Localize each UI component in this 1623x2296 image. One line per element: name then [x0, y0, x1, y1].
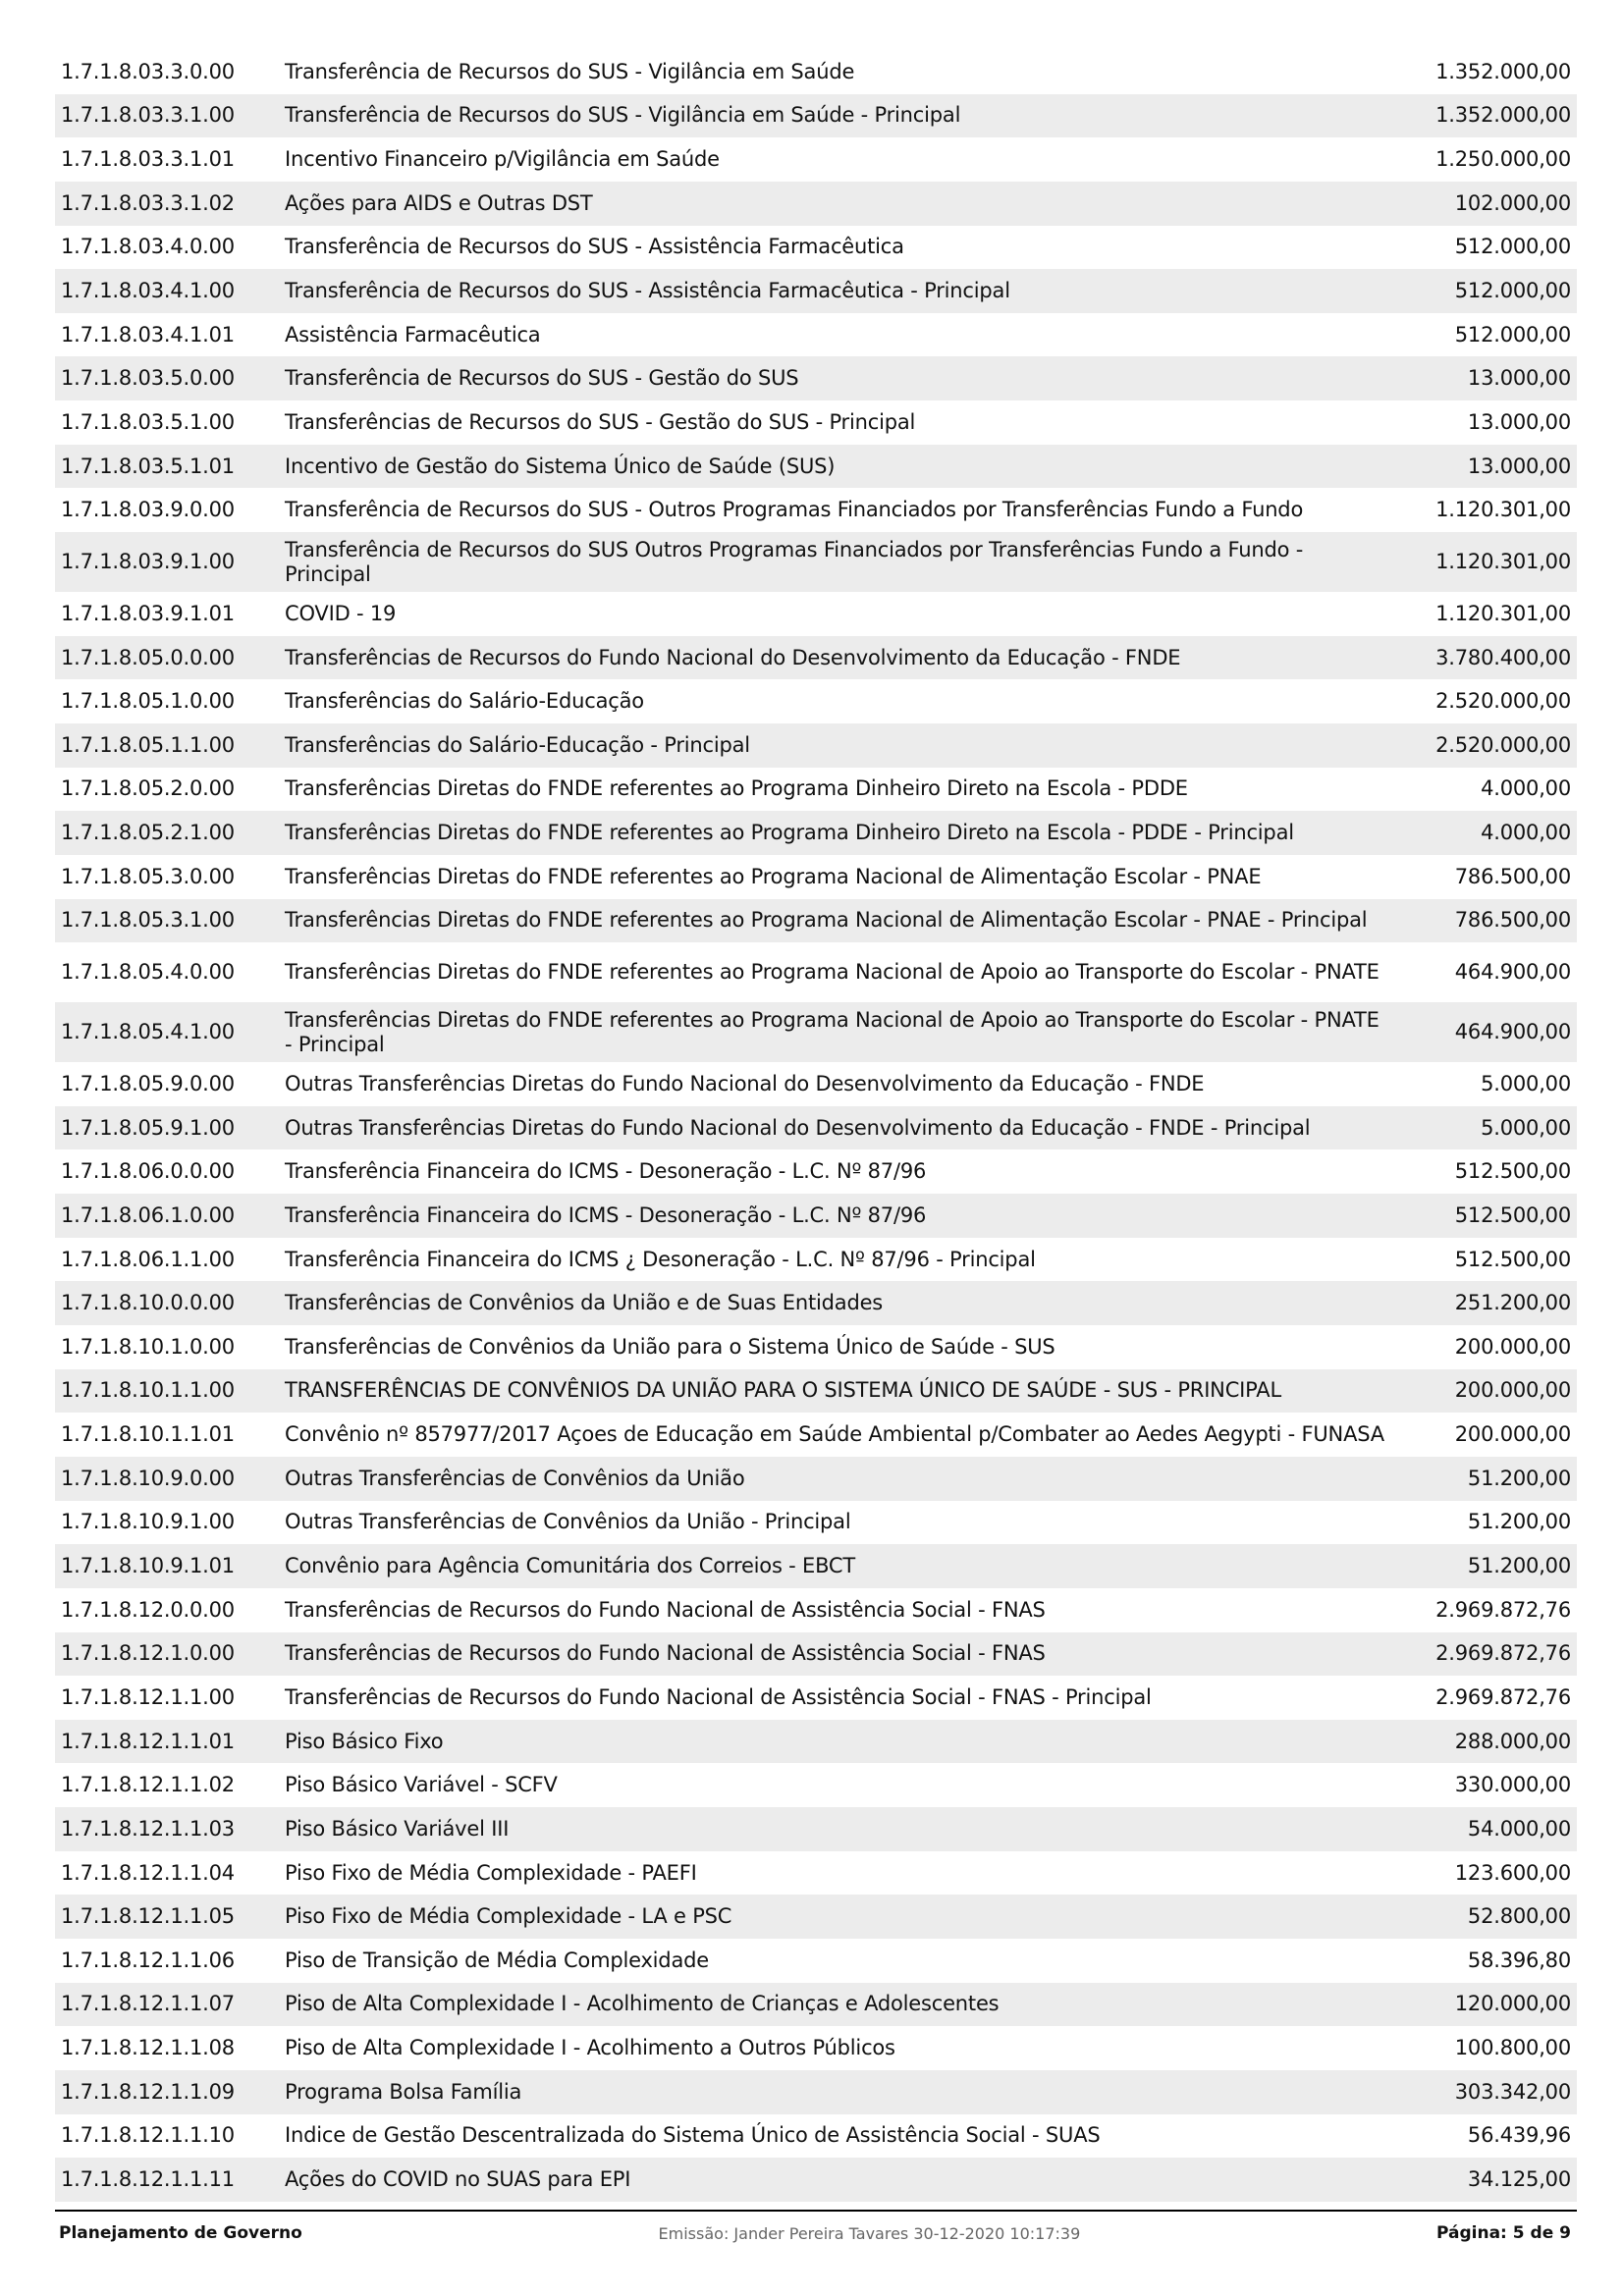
table-row — [55, 488, 1577, 532]
account-description: Outras Transferências de Convênios da União — [285, 1466, 745, 1490]
table-row — [55, 2026, 1577, 2070]
account-value: 1.352.000,00 — [1435, 103, 1571, 128]
account-value: 1.250.000,00 — [1435, 147, 1571, 172]
account-description: Transferências de Recursos do Fundo Nacional de Assistência Social - FNAS — [285, 1597, 1046, 1622]
table-row — [55, 1149, 1577, 1194]
table-row — [55, 1544, 1577, 1588]
table-row — [55, 811, 1577, 855]
account-value: 2.969.872,76 — [1435, 1597, 1571, 1622]
account-value: 1.120.301,00 — [1435, 498, 1571, 522]
account-code: 1.7.1.8.06.0.0.00 — [61, 1159, 235, 1184]
account-description: Transferência Financeira do ICMS - Desoneração - L.C. Nº 87/96 — [285, 1159, 927, 1184]
table-row — [55, 1983, 1577, 2027]
account-code: 1.7.1.8.06.1.1.00 — [61, 1247, 235, 1271]
table-row — [55, 855, 1577, 899]
account-value: 56.439,96 — [1467, 2123, 1571, 2148]
table-row — [55, 1062, 1577, 1106]
account-code: 1.7.1.8.03.3.1.00 — [61, 103, 235, 128]
account-code: 1.7.1.8.10.9.1.01 — [61, 1554, 235, 1578]
table-row — [55, 1238, 1577, 1282]
account-description: Piso Fixo de Média Complexidade - PAEFI — [285, 1860, 697, 1885]
table-row — [55, 2158, 1577, 2202]
account-code: 1.7.1.8.03.4.1.00 — [61, 279, 235, 303]
account-description: Transferências de Recursos do SUS - Gestão do SUS - Principal — [285, 409, 916, 434]
account-code: 1.7.1.8.03.9.1.00 — [61, 550, 235, 574]
page-footer — [55, 2210, 1577, 2255]
account-description: Outras Transferências Diretas do Fundo Nacional do Desenvolvimento da Educação - FNDE — [285, 1071, 1205, 1095]
table-row — [55, 1002, 1577, 1062]
account-description: Transferências Diretas do FNDE referentes ao Programa Nacional de Alimentação Escolar - PNAE — [285, 864, 1262, 888]
account-value: 330.000,00 — [1454, 1773, 1571, 1797]
table-row — [55, 1851, 1577, 1896]
account-value: 251.200,00 — [1454, 1291, 1571, 1315]
table-row — [55, 2070, 1577, 2114]
account-code: 1.7.1.8.12.1.1.02 — [61, 1773, 235, 1797]
account-code: 1.7.1.8.03.5.1.00 — [61, 409, 235, 434]
account-description: Transferências do Salário-Educação — [285, 689, 644, 714]
account-value: 13.000,00 — [1467, 366, 1571, 391]
account-value: 1.120.301,00 — [1435, 550, 1571, 574]
account-code: 1.7.1.8.03.3.1.01 — [61, 147, 235, 172]
table-row — [55, 1939, 1577, 1983]
table-row — [55, 636, 1577, 680]
account-description: Indice de Gestão Descentralizada do Sistema Único de Assistência Social - SUAS — [285, 2123, 1101, 2148]
account-value: 1.120.301,00 — [1435, 601, 1571, 625]
account-code: 1.7.1.8.05.2.0.00 — [61, 776, 235, 801]
account-value: 102.000,00 — [1454, 190, 1571, 215]
account-description: COVID - 19 — [285, 601, 397, 625]
footer-department: Planejamento de Governo — [59, 2223, 302, 2243]
account-value: 51.200,00 — [1467, 1510, 1571, 1534]
account-code: 1.7.1.8.12.1.0.00 — [61, 1641, 235, 1666]
table-row — [55, 1632, 1577, 1677]
account-code: 1.7.1.8.12.0.0.00 — [61, 1597, 235, 1622]
account-code: 1.7.1.8.03.4.0.00 — [61, 235, 235, 259]
account-value: 464.900,00 — [1454, 1020, 1571, 1044]
account-code: 1.7.1.8.05.1.1.00 — [61, 732, 235, 757]
account-description: Programa Bolsa Família — [285, 2079, 522, 2104]
account-description: Transferência de Recursos do SUS - Gestão do SUS — [285, 366, 799, 391]
account-value: 51.200,00 — [1467, 1466, 1571, 1490]
account-code: 1.7.1.8.12.1.1.00 — [61, 1684, 235, 1709]
account-code: 1.7.1.8.03.9.0.00 — [61, 498, 235, 522]
table-row — [55, 723, 1577, 768]
account-code: 1.7.1.8.06.1.0.00 — [61, 1202, 235, 1227]
account-description: Transferência de Recursos do SUS - Vigilância em Saúde — [285, 59, 855, 83]
table-row — [55, 1325, 1577, 1369]
account-value: 786.500,00 — [1454, 908, 1571, 933]
account-code: 1.7.1.8.12.1.1.07 — [61, 1992, 235, 2016]
table-row — [55, 532, 1577, 592]
account-description: Transferências Diretas do FNDE referentes ao Programa Dinheiro Direto na Escola - PDDE - Principal — [285, 821, 1294, 845]
account-value: 786.500,00 — [1454, 864, 1571, 888]
account-code: 1.7.1.8.03.3.1.02 — [61, 190, 235, 215]
account-code: 1.7.1.8.05.3.1.00 — [61, 908, 235, 933]
table-row — [55, 1413, 1577, 1457]
account-code: 1.7.1.8.03.9.1.01 — [61, 601, 235, 625]
account-code: 1.7.1.8.12.1.1.10 — [61, 2123, 235, 2148]
account-description: Assistência Farmacêutica — [285, 322, 541, 347]
account-code: 1.7.1.8.12.1.1.09 — [61, 2079, 235, 2104]
account-value: 5.000,00 — [1481, 1115, 1571, 1140]
account-description: Transferências Diretas do FNDE referentes ao Programa Dinheiro Direto na Escola - PDDE — [285, 776, 1188, 801]
account-value: 54.000,00 — [1467, 1816, 1571, 1841]
table-row — [55, 1501, 1577, 1545]
account-description: Transferências Diretas do FNDE referentes ao Programa Nacional de Apoio ao Transporte do Escolar - PNATE — [285, 960, 1380, 985]
account-code: 1.7.1.8.10.1.1.00 — [61, 1378, 235, 1403]
table-row — [55, 1106, 1577, 1150]
account-code: 1.7.1.8.12.1.1.08 — [61, 2036, 235, 2060]
account-description: Transferências de Convênios da União e de Suas Entidades — [285, 1291, 884, 1315]
account-value: 464.900,00 — [1454, 960, 1571, 985]
table-row — [55, 1281, 1577, 1325]
account-code: 1.7.1.8.12.1.1.11 — [61, 2167, 235, 2191]
account-description: Outras Transferências Diretas do Fundo Nacional do Desenvolvimento da Educação - FNDE - Principal — [285, 1115, 1311, 1140]
table-row — [55, 942, 1577, 1002]
account-value: 13.000,00 — [1467, 409, 1571, 434]
account-value: 52.800,00 — [1467, 1904, 1571, 1929]
account-value: 200.000,00 — [1454, 1378, 1571, 1403]
table-row — [55, 356, 1577, 400]
account-code: 1.7.1.8.12.1.1.05 — [61, 1904, 235, 1929]
account-code: 1.7.1.8.05.2.1.00 — [61, 821, 235, 845]
table-row — [55, 313, 1577, 357]
account-description: Transferências de Recursos do Fundo Nacional de Assistência Social - FNAS — [285, 1641, 1046, 1666]
account-value: 120.000,00 — [1454, 1992, 1571, 2016]
account-value: 5.000,00 — [1481, 1071, 1571, 1095]
account-value: 288.000,00 — [1454, 1729, 1571, 1753]
account-code: 1.7.1.8.12.1.1.06 — [61, 1948, 235, 1972]
account-value: 512.000,00 — [1454, 235, 1571, 259]
table-row — [55, 1763, 1577, 1807]
table-row — [55, 768, 1577, 812]
account-description: Ações do COVID no SUAS para EPI — [285, 2167, 631, 2191]
table-row — [55, 1457, 1577, 1501]
account-code: 1.7.1.8.05.9.1.00 — [61, 1115, 235, 1140]
account-description: Transferência de Recursos do SUS - Assistência Farmacêutica — [285, 235, 904, 259]
account-description: Piso de Transição de Média Complexidade — [285, 1948, 709, 1972]
account-value: 4.000,00 — [1481, 776, 1571, 801]
account-value: 303.342,00 — [1454, 2079, 1571, 2104]
account-value: 512.000,00 — [1454, 279, 1571, 303]
table-row — [55, 1676, 1577, 1720]
table-row — [55, 1807, 1577, 1851]
table-row — [55, 226, 1577, 270]
account-value: 200.000,00 — [1454, 1334, 1571, 1359]
table-row — [55, 445, 1577, 489]
account-value: 512.000,00 — [1454, 322, 1571, 347]
table-row — [55, 182, 1577, 226]
footer-page-number: Página: 5 de 9 — [1436, 2223, 1571, 2243]
account-value: 51.200,00 — [1467, 1554, 1571, 1578]
account-description: Incentivo de Gestão do Sistema Único de Saúde (SUS) — [285, 454, 836, 478]
account-value: 13.000,00 — [1467, 454, 1571, 478]
account-code: 1.7.1.8.10.9.1.00 — [61, 1510, 235, 1534]
account-description: Transferências Diretas do FNDE referentes ao Programa Nacional de Alimentação Escolar - PNAE - Principal — [285, 908, 1368, 933]
account-description: Ações para AIDS e Outras DST — [285, 190, 593, 215]
account-description: Transferências de Convênios da União para o Sistema Único de Saúde - SUS — [285, 1334, 1055, 1359]
account-code: 1.7.1.8.03.5.1.01 — [61, 454, 235, 478]
table-row — [55, 2114, 1577, 2159]
account-value: 512.500,00 — [1454, 1202, 1571, 1227]
account-code: 1.7.1.8.12.1.1.04 — [61, 1860, 235, 1885]
account-code: 1.7.1.8.05.9.0.00 — [61, 1071, 235, 1095]
account-code: 1.7.1.8.03.3.0.00 — [61, 59, 235, 83]
table-row — [55, 1588, 1577, 1632]
account-value: 512.500,00 — [1454, 1247, 1571, 1271]
account-description: Piso de Alta Complexidade I - Acolhimento de Crianças e Adolescentes — [285, 1992, 1000, 2016]
account-value: 2.520.000,00 — [1435, 689, 1571, 714]
account-description: Piso Básico Fixo — [285, 1729, 444, 1753]
account-description: Transferências de Recursos do Fundo Nacional do Desenvolvimento da Educação - FNDE — [285, 645, 1181, 669]
account-code: 1.7.1.8.05.3.0.00 — [61, 864, 235, 888]
account-description: Outras Transferências de Convênios da União - Principal — [285, 1510, 851, 1534]
table-row — [55, 1720, 1577, 1764]
account-value: 200.000,00 — [1454, 1422, 1571, 1447]
table-row — [55, 1194, 1577, 1238]
account-code: 1.7.1.8.10.1.0.00 — [61, 1334, 235, 1359]
account-description: Transferências de Recursos do Fundo Nacional de Assistência Social - FNAS - Principal — [285, 1684, 1152, 1709]
account-description: Incentivo Financeiro p/Vigilância em Saúde — [285, 147, 720, 172]
account-description: Transferência de Recursos do SUS - Outros Programas Financiados por Transferências Fundo a Fundo — [285, 498, 1304, 522]
account-code: 1.7.1.8.10.9.0.00 — [61, 1466, 235, 1490]
account-code: 1.7.1.8.05.1.0.00 — [61, 689, 235, 714]
account-value: 2.520.000,00 — [1435, 732, 1571, 757]
account-value: 123.600,00 — [1454, 1860, 1571, 1885]
table-row — [55, 50, 1577, 94]
account-value: 2.969.872,76 — [1435, 1684, 1571, 1709]
account-description: Transferências Diretas do FNDE referentes ao Programa Nacional de Apoio ao Transporte do Escolar - PNATE - Principal — [285, 1007, 1380, 1056]
account-value: 58.396,80 — [1467, 1948, 1571, 1972]
account-code: 1.7.1.8.12.1.1.01 — [61, 1729, 235, 1753]
footer-emission: Emissão: Jander Pereira Tavares 30-12-2020 10:17:39 — [658, 2223, 1081, 2243]
account-code: 1.7.1.8.05.4.0.00 — [61, 960, 235, 985]
table-row — [55, 400, 1577, 445]
account-code: 1.7.1.8.10.1.1.01 — [61, 1422, 235, 1447]
account-code: 1.7.1.8.03.5.0.00 — [61, 366, 235, 391]
account-description: Transferência de Recursos do SUS Outros Programas Financiados por Transferências Fundo a Fundo - Principal — [285, 537, 1304, 586]
account-code: 1.7.1.8.03.4.1.01 — [61, 322, 235, 347]
account-description: Convênio para Agência Comunitária dos Correios - EBCT — [285, 1554, 856, 1578]
table-row — [55, 899, 1577, 943]
account-code: 1.7.1.8.05.0.0.00 — [61, 645, 235, 669]
account-value: 100.800,00 — [1454, 2036, 1571, 2060]
revenue-table — [55, 50, 1577, 2202]
account-value: 1.352.000,00 — [1435, 59, 1571, 83]
table-row — [55, 592, 1577, 636]
table-row — [55, 137, 1577, 182]
account-code: 1.7.1.8.05.4.1.00 — [61, 1020, 235, 1044]
account-description: Transferência de Recursos do SUS - Assistência Farmacêutica - Principal — [285, 279, 1010, 303]
account-description: Piso Básico Variável - SCFV — [285, 1773, 558, 1797]
account-description: Piso Fixo de Média Complexidade - LA e PSC — [285, 1904, 732, 1929]
account-code: 1.7.1.8.10.0.0.00 — [61, 1291, 235, 1315]
table-row — [55, 1895, 1577, 1939]
account-description: Transferência Financeira do ICMS ¿ Desoneração - L.C. Nº 87/96 - Principal — [285, 1247, 1036, 1271]
account-value: 512.500,00 — [1454, 1159, 1571, 1184]
account-code: 1.7.1.8.12.1.1.03 — [61, 1816, 235, 1841]
account-description: Transferência Financeira do ICMS - Desoneração - L.C. Nº 87/96 — [285, 1202, 927, 1227]
account-description: Piso de Alta Complexidade I - Acolhimento a Outros Públicos — [285, 2036, 895, 2060]
table-row — [55, 1369, 1577, 1414]
account-value: 4.000,00 — [1481, 821, 1571, 845]
account-description: Transferências do Salário-Educação - Principal — [285, 732, 750, 757]
account-value: 3.780.400,00 — [1435, 645, 1571, 669]
table-row — [55, 94, 1577, 138]
account-description: TRANSFERÊNCIAS DE CONVÊNIOS DA UNIÃO PARA O SISTEMA ÚNICO DE SAÚDE - SUS - PRINCIPAL — [285, 1378, 1281, 1403]
account-description: Piso Básico Variável III — [285, 1816, 510, 1841]
account-description: Transferência de Recursos do SUS - Vigilância em Saúde - Principal — [285, 103, 961, 128]
account-value: 2.969.872,76 — [1435, 1641, 1571, 1666]
table-row — [55, 679, 1577, 723]
table-row — [55, 269, 1577, 313]
account-description: Convênio nº 857977/2017 Açoes de Educação em Saúde Ambiental p/Combater ao Aedes Aegypti - FUNASA — [285, 1422, 1384, 1447]
account-value: 34.125,00 — [1467, 2167, 1571, 2191]
